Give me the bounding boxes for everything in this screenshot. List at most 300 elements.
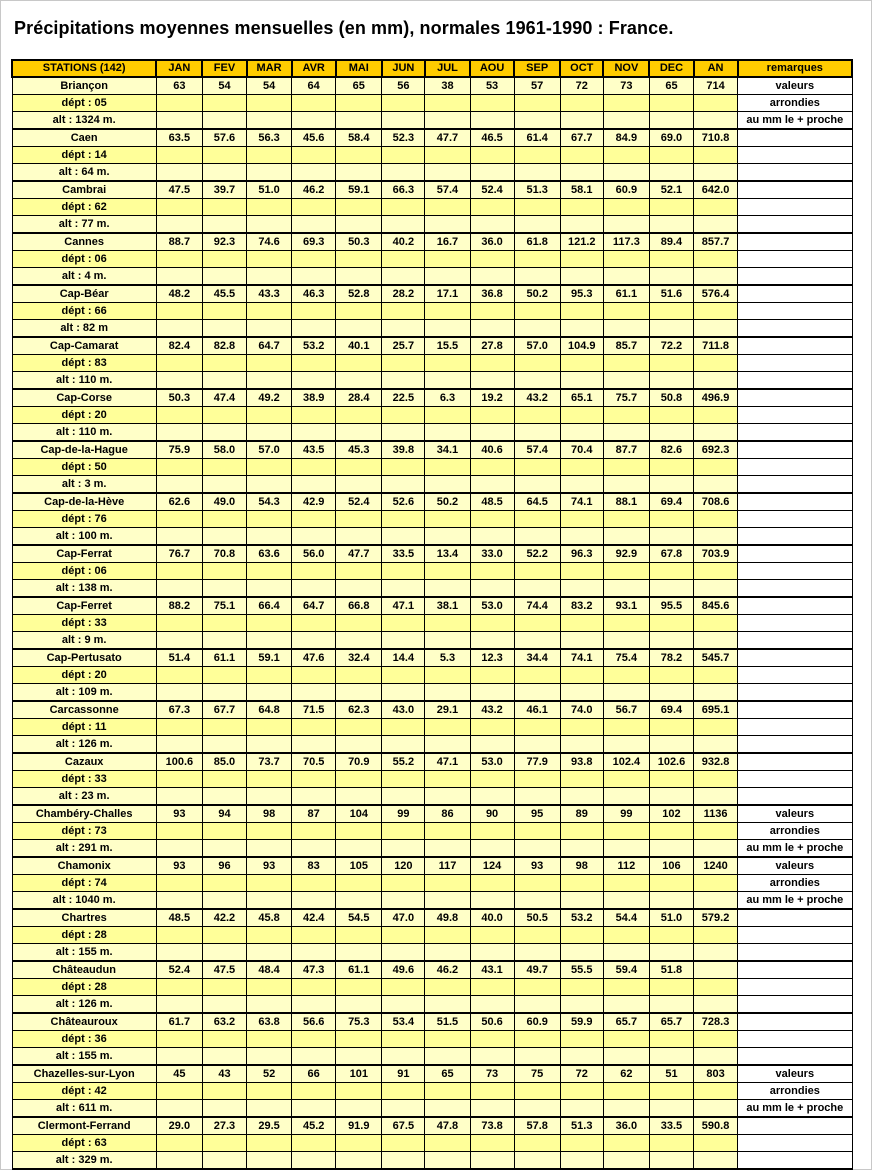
month-cell: [247, 1048, 292, 1066]
month-cell: 88.2: [156, 597, 202, 615]
station-row: [12, 545, 852, 563]
annual-cell: [694, 892, 738, 910]
month-cell: 40.6: [470, 441, 514, 459]
month-cell: [382, 1083, 425, 1100]
month-cell: 56.6: [292, 1013, 336, 1031]
month-cell: [649, 823, 693, 840]
month-cell: 75.4: [603, 649, 649, 667]
annual-cell: [694, 1048, 738, 1066]
annual-cell: [694, 424, 738, 442]
remark-cell: [738, 1135, 852, 1152]
month-cell: [202, 164, 246, 182]
month-cell: [560, 95, 603, 112]
annual-cell: [694, 268, 738, 286]
month-cell: [382, 788, 425, 806]
month-cell: [292, 736, 336, 754]
annual-cell: [694, 944, 738, 962]
remark-cell: [738, 736, 852, 754]
month-cell: [292, 459, 336, 476]
station-alt: alt : 109 m.: [12, 684, 156, 702]
month-cell: [514, 112, 560, 130]
month-cell: [560, 268, 603, 286]
annual-cell: 576.4: [694, 285, 738, 303]
month-cell: 48.5: [470, 493, 514, 511]
month-cell: [336, 788, 382, 806]
month-cell: [514, 1048, 560, 1066]
month-cell: [470, 164, 514, 182]
month-cell: 76.7: [156, 545, 202, 563]
month-cell: 50.2: [514, 285, 560, 303]
month-cell: [336, 355, 382, 372]
month-cell: 14.4: [382, 649, 425, 667]
month-cell: [292, 251, 336, 268]
month-cell: [156, 667, 202, 684]
month-cell: 52.3: [382, 129, 425, 147]
annual-cell: 714: [694, 77, 738, 95]
month-cell: [470, 216, 514, 234]
month-cell: [560, 251, 603, 268]
month-cell: [649, 1100, 693, 1118]
month-cell: 25.7: [382, 337, 425, 355]
month-cell: [202, 1048, 246, 1066]
month-cell: [156, 1100, 202, 1118]
station-row: [12, 615, 852, 632]
month-cell: [247, 216, 292, 234]
month-cell: [382, 476, 425, 494]
month-cell: 47.1: [425, 753, 470, 771]
month-cell: [560, 736, 603, 754]
month-cell: [425, 1031, 470, 1048]
month-cell: 49.0: [202, 493, 246, 511]
annual-cell: [694, 580, 738, 598]
month-cell: 88.1: [603, 493, 649, 511]
month-cell: [603, 147, 649, 164]
month-cell: 59.9: [560, 1013, 603, 1031]
remark-cell: [738, 147, 852, 164]
month-cell: [603, 372, 649, 390]
month-cell: [470, 355, 514, 372]
month-cell: [470, 944, 514, 962]
month-cell: 102.6: [649, 753, 693, 771]
month-cell: [603, 944, 649, 962]
month-cell: [514, 892, 560, 910]
annual-cell: [694, 840, 738, 858]
month-cell: [649, 875, 693, 892]
month-cell: 19.2: [470, 389, 514, 407]
month-cell: [514, 511, 560, 528]
month-cell: [514, 355, 560, 372]
month-cell: [382, 840, 425, 858]
station-alt: alt : 1040 m.: [12, 892, 156, 910]
month-cell: [470, 424, 514, 442]
month-cell: [336, 320, 382, 338]
remark-cell: au mm le + proche: [738, 112, 852, 130]
month-cell: 43.1: [470, 961, 514, 979]
station-row: [12, 909, 852, 927]
month-cell: 83: [292, 857, 336, 875]
annual-cell: 692.3: [694, 441, 738, 459]
month-cell: [336, 216, 382, 234]
remark-cell: arrondies: [738, 1083, 852, 1100]
remark-cell: [738, 389, 852, 407]
station-alt: alt : 1324 m.: [12, 112, 156, 130]
month-cell: 75.3: [336, 1013, 382, 1031]
month-cell: [382, 459, 425, 476]
month-cell: [292, 979, 336, 996]
month-cell: [336, 719, 382, 736]
month-cell: 32.4: [336, 649, 382, 667]
month-cell: [560, 632, 603, 650]
month-cell: [336, 979, 382, 996]
month-cell: 51.3: [560, 1117, 603, 1135]
month-cell: [156, 476, 202, 494]
month-cell: [470, 112, 514, 130]
month-cell: 42.9: [292, 493, 336, 511]
month-cell: 51.3: [514, 181, 560, 199]
month-cell: [382, 355, 425, 372]
month-cell: 82.6: [649, 441, 693, 459]
month-cell: 52.6: [382, 493, 425, 511]
month-cell: [470, 927, 514, 944]
station-row: [12, 1013, 852, 1031]
month-cell: [514, 736, 560, 754]
month-cell: 51.6: [649, 285, 693, 303]
month-cell: 45.6: [292, 129, 336, 147]
month-cell: [247, 823, 292, 840]
month-cell: [425, 355, 470, 372]
month-cell: 40.2: [382, 233, 425, 251]
month-cell: [470, 615, 514, 632]
annual-cell: [694, 996, 738, 1014]
annual-cell: 710.8: [694, 129, 738, 147]
month-cell: [514, 632, 560, 650]
month-cell: 61.7: [156, 1013, 202, 1031]
month-cell: [202, 95, 246, 112]
header-nov: NOV: [603, 60, 649, 77]
month-cell: [247, 320, 292, 338]
annual-cell: 845.6: [694, 597, 738, 615]
station-row: [12, 1100, 852, 1118]
station-row: [12, 1152, 852, 1170]
month-cell: 98: [560, 857, 603, 875]
station-name: Briançon: [12, 77, 156, 95]
month-cell: [649, 719, 693, 736]
month-cell: 93: [156, 857, 202, 875]
month-cell: [649, 1031, 693, 1048]
month-cell: 102.4: [603, 753, 649, 771]
month-cell: [649, 476, 693, 494]
station-alt: alt : 82 m: [12, 320, 156, 338]
station-name: Chartres: [12, 909, 156, 927]
month-cell: [336, 147, 382, 164]
month-cell: [649, 511, 693, 528]
station-alt: alt : 9 m.: [12, 632, 156, 650]
month-cell: [247, 424, 292, 442]
month-cell: [649, 944, 693, 962]
month-cell: [382, 147, 425, 164]
month-cell: 56.3: [247, 129, 292, 147]
remark-cell: [738, 597, 852, 615]
station-dept: dépt : 62: [12, 199, 156, 216]
annual-cell: [694, 1100, 738, 1118]
month-cell: 124: [470, 857, 514, 875]
month-cell: [382, 1135, 425, 1152]
month-cell: [202, 355, 246, 372]
month-cell: [156, 788, 202, 806]
month-cell: 52.8: [336, 285, 382, 303]
month-cell: [156, 112, 202, 130]
month-cell: [514, 424, 560, 442]
month-cell: [560, 823, 603, 840]
month-cell: [560, 528, 603, 546]
station-row: [12, 251, 852, 268]
month-cell: [382, 667, 425, 684]
month-cell: [156, 580, 202, 598]
month-cell: [514, 840, 560, 858]
month-cell: [292, 823, 336, 840]
remark-cell: [738, 771, 852, 788]
month-cell: [292, 424, 336, 442]
month-cell: 43.5: [292, 441, 336, 459]
remark-cell: [738, 563, 852, 580]
month-cell: [514, 615, 560, 632]
month-cell: [382, 251, 425, 268]
remark-cell: [738, 528, 852, 546]
month-cell: [247, 684, 292, 702]
month-cell: [292, 112, 336, 130]
month-cell: [425, 875, 470, 892]
month-cell: [336, 1100, 382, 1118]
month-cell: [202, 771, 246, 788]
month-cell: 85.7: [603, 337, 649, 355]
month-cell: [156, 355, 202, 372]
month-cell: 52.4: [336, 493, 382, 511]
month-cell: [292, 1135, 336, 1152]
month-cell: [649, 95, 693, 112]
header-jun: JUN: [382, 60, 425, 77]
station-row: [12, 944, 852, 962]
month-cell: 73.8: [470, 1117, 514, 1135]
station-row: [12, 112, 852, 130]
month-cell: [336, 615, 382, 632]
month-cell: [560, 1135, 603, 1152]
annual-cell: 1136: [694, 805, 738, 823]
remark-cell: [738, 181, 852, 199]
month-cell: 53: [470, 77, 514, 95]
month-cell: 100.6: [156, 753, 202, 771]
month-cell: [247, 476, 292, 494]
month-cell: 84.9: [603, 129, 649, 147]
station-name: Carcassonne: [12, 701, 156, 719]
header-mar: MAR: [247, 60, 292, 77]
remark-cell: valeurs: [738, 77, 852, 95]
month-cell: 47.5: [156, 181, 202, 199]
month-cell: [336, 875, 382, 892]
annual-cell: 703.9: [694, 545, 738, 563]
month-cell: [425, 303, 470, 320]
month-cell: [292, 511, 336, 528]
month-cell: [425, 528, 470, 546]
month-cell: 90: [470, 805, 514, 823]
annual-cell: [694, 528, 738, 546]
month-cell: [514, 251, 560, 268]
remark-cell: [738, 788, 852, 806]
month-cell: 95.5: [649, 597, 693, 615]
month-cell: 33.5: [649, 1117, 693, 1135]
month-cell: 54.5: [336, 909, 382, 927]
month-cell: [470, 979, 514, 996]
annual-cell: 711.8: [694, 337, 738, 355]
month-cell: [247, 667, 292, 684]
month-cell: [425, 771, 470, 788]
month-cell: [292, 563, 336, 580]
month-cell: [156, 147, 202, 164]
month-cell: [336, 407, 382, 424]
month-cell: [247, 875, 292, 892]
remark-cell: [738, 372, 852, 390]
month-cell: [247, 1031, 292, 1048]
month-cell: 13.4: [425, 545, 470, 563]
month-cell: [156, 1083, 202, 1100]
month-cell: 71.5: [292, 701, 336, 719]
station-row: [12, 303, 852, 320]
month-cell: [382, 164, 425, 182]
month-cell: 58.1: [560, 181, 603, 199]
month-cell: 52.4: [470, 181, 514, 199]
month-cell: [425, 719, 470, 736]
month-cell: [202, 424, 246, 442]
month-cell: 43.2: [470, 701, 514, 719]
month-cell: [292, 1100, 336, 1118]
month-cell: [603, 875, 649, 892]
month-cell: [603, 667, 649, 684]
month-cell: [649, 199, 693, 216]
remark-cell: [738, 355, 852, 372]
station-alt: alt : 138 m.: [12, 580, 156, 598]
month-cell: [425, 615, 470, 632]
station-row: [12, 649, 852, 667]
month-cell: 28.2: [382, 285, 425, 303]
month-cell: [603, 95, 649, 112]
month-cell: [603, 979, 649, 996]
month-cell: [425, 892, 470, 910]
month-cell: 47.5: [202, 961, 246, 979]
annual-cell: [694, 95, 738, 112]
month-cell: [649, 563, 693, 580]
month-cell: [202, 199, 246, 216]
month-cell: 62.6: [156, 493, 202, 511]
month-cell: 63: [156, 77, 202, 95]
month-cell: 75.9: [156, 441, 202, 459]
month-cell: [336, 268, 382, 286]
month-cell: [514, 407, 560, 424]
month-cell: 95.3: [560, 285, 603, 303]
station-row: [12, 875, 852, 892]
month-cell: 46.5: [470, 129, 514, 147]
header-stations: STATIONS (142): [12, 60, 156, 77]
month-cell: 51.4: [156, 649, 202, 667]
month-cell: [247, 944, 292, 962]
month-cell: [560, 927, 603, 944]
month-cell: 47.0: [382, 909, 425, 927]
month-cell: 64.5: [514, 493, 560, 511]
month-cell: [247, 303, 292, 320]
month-cell: [470, 736, 514, 754]
month-cell: [382, 199, 425, 216]
month-cell: [336, 251, 382, 268]
month-cell: [603, 320, 649, 338]
station-row: [12, 857, 852, 875]
month-cell: 39.8: [382, 441, 425, 459]
station-row: [12, 407, 852, 424]
month-cell: [156, 563, 202, 580]
month-cell: [649, 1152, 693, 1170]
month-cell: [560, 407, 603, 424]
month-cell: [514, 771, 560, 788]
month-cell: [425, 788, 470, 806]
station-row: [12, 511, 852, 528]
annual-cell: [694, 563, 738, 580]
month-cell: 27.8: [470, 337, 514, 355]
month-cell: [514, 459, 560, 476]
month-cell: [514, 372, 560, 390]
month-cell: [560, 476, 603, 494]
month-cell: 55.2: [382, 753, 425, 771]
station-dept: dépt : 28: [12, 927, 156, 944]
month-cell: [202, 823, 246, 840]
month-cell: [202, 840, 246, 858]
remark-cell: au mm le + proche: [738, 840, 852, 858]
month-cell: [425, 459, 470, 476]
month-cell: [603, 251, 649, 268]
month-cell: [425, 164, 470, 182]
month-cell: [603, 355, 649, 372]
annual-cell: [694, 719, 738, 736]
month-cell: 43: [202, 1065, 246, 1083]
month-cell: [649, 615, 693, 632]
station-alt: alt : 23 m.: [12, 788, 156, 806]
month-cell: [514, 320, 560, 338]
station-name: Cap-de-la-Hague: [12, 441, 156, 459]
month-cell: [649, 372, 693, 390]
station-name: Châteaudun: [12, 961, 156, 979]
month-cell: [603, 840, 649, 858]
month-cell: [247, 164, 292, 182]
station-row: [12, 1083, 852, 1100]
station-row: [12, 892, 852, 910]
header-jan: JAN: [156, 60, 202, 77]
month-cell: 6.3: [425, 389, 470, 407]
month-cell: [292, 528, 336, 546]
remark-cell: valeurs: [738, 857, 852, 875]
month-cell: 47.7: [336, 545, 382, 563]
month-cell: [649, 771, 693, 788]
month-cell: [425, 1048, 470, 1066]
remark-cell: arrondies: [738, 875, 852, 892]
month-cell: [336, 892, 382, 910]
month-cell: [649, 268, 693, 286]
month-cell: 45.3: [336, 441, 382, 459]
month-cell: 50.5: [514, 909, 560, 927]
month-cell: [336, 840, 382, 858]
month-cell: [336, 1152, 382, 1170]
month-cell: [292, 199, 336, 216]
month-cell: [425, 407, 470, 424]
annual-cell: 695.1: [694, 701, 738, 719]
month-cell: [649, 996, 693, 1014]
month-cell: [382, 892, 425, 910]
station-dept: dépt : 76: [12, 511, 156, 528]
